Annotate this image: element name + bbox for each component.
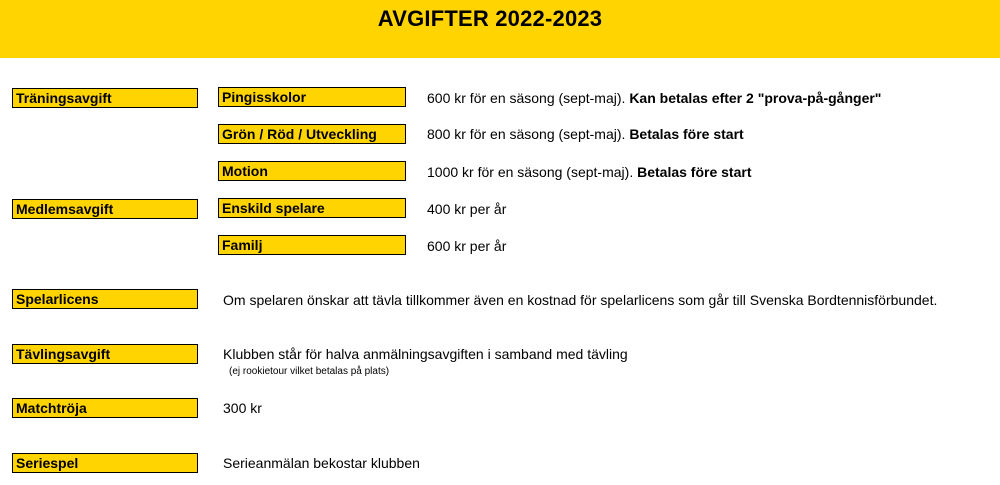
payment-note: Betalas före start — [637, 164, 752, 180]
training-price-gron-rod-utveckling — [427, 125, 744, 143]
training-group-motion: Motion — [218, 161, 406, 181]
price-text: 600 kr för en säsong (sept-maj). — [427, 90, 630, 106]
training-price-motion — [427, 163, 752, 181]
training-group-gron-rod-utveckling: Grön / Röd / Utveckling — [218, 124, 406, 144]
training-price-pingisskolor — [427, 89, 881, 107]
competition-text: Klubben står för halva anmälningsavgiften i samband med tävling — [223, 346, 628, 362]
page-title: AVGIFTER 2022-2023 — [377, 6, 603, 31]
training-group-pingisskolor: Pingisskolor — [218, 87, 406, 107]
header-banner — [0, 0, 1000, 58]
category-membership: Medlemsavgift — [12, 199, 198, 219]
competition-note: (ej rookietour vilket betalas på plats) — [229, 366, 390, 377]
series-text: Serieanmälan bekostar klubben — [223, 455, 420, 471]
membership-price-familj: 600 kr per år — [427, 238, 507, 254]
payment-note: Betalas före start — [629, 126, 744, 142]
category-series: Seriespel — [12, 453, 198, 473]
category-training: Träningsavgift — [12, 88, 198, 108]
jersey-price: 300 kr — [223, 400, 262, 416]
category-license: Spelarlicens — [12, 289, 198, 309]
membership-group-familj: Familj — [218, 235, 406, 255]
membership-group-enskild-spelare: Enskild spelare — [218, 198, 406, 218]
license-text: Om spelaren önskar att tävla tillkommer även en kostnad för spelarlicens som går till Svenska Bordtennisförbundet. — [223, 292, 938, 308]
membership-price-enskild-spelare: 400 kr per år — [427, 201, 507, 217]
category-competition: Tävlingsavgift — [12, 344, 198, 364]
category-jersey: Matchtröja — [12, 398, 198, 418]
price-text: 800 kr för en säsong (sept-maj). — [427, 126, 630, 142]
payment-note: Kan betalas efter 2 "prova-på-gånger" — [629, 90, 882, 106]
price-text: 1000 kr för en säsong (sept-maj). — [427, 164, 638, 180]
